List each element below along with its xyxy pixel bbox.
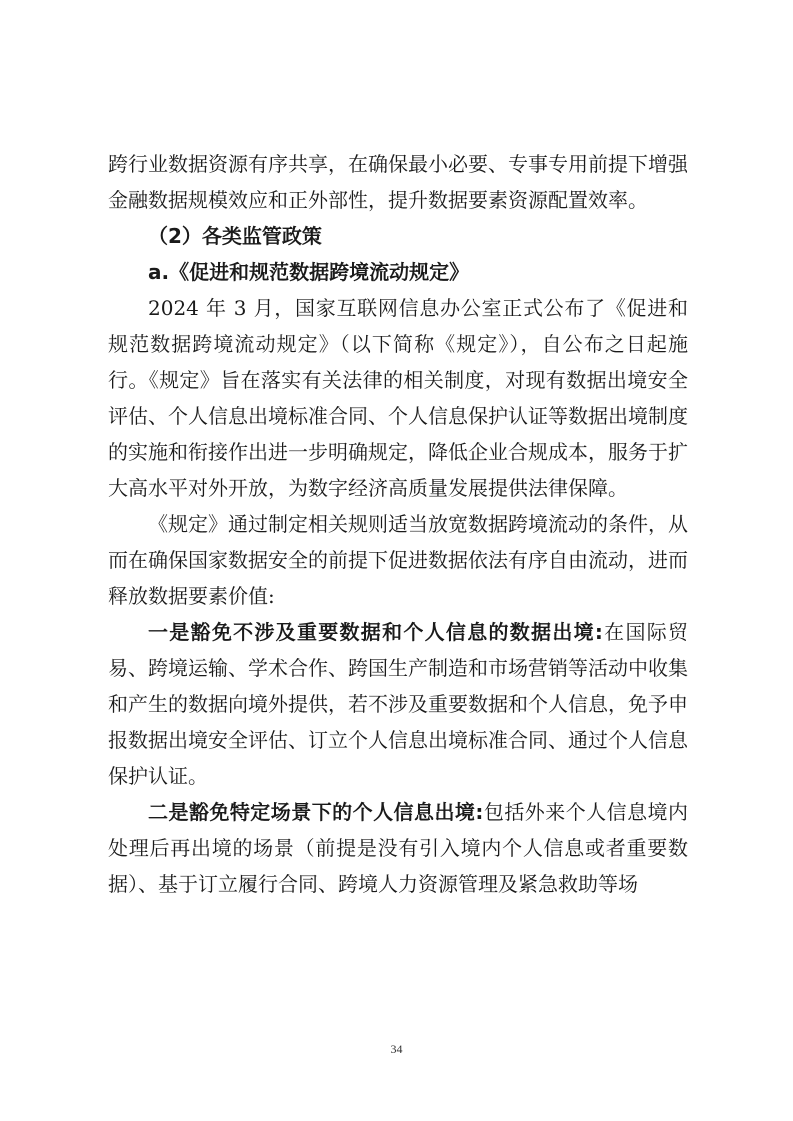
body-text bbox=[108, 146, 688, 902]
page-number: 34 bbox=[390, 1042, 403, 1056]
paragraph-regulation-intro: 2024 年 3 月，国家互联网信息办公室正式公布了《促进和规范数据跨境流动规定》（以下简称《规定》），自公布之日起施行。《规定》旨在落实有关法律的相关制度，对现有数据出境安全评估、个人信息出境标准合同、个人信息保护认证等数据出境制度的实施和衔接作出进一步明确规定，降低企业合规成本，服务于扩大高水平对外开放，为数字经济高质量发展提供法律保障。 bbox=[108, 296, 688, 500]
paragraph-regulation-purpose: 《规定》通过制定相关规则适当放宽数据跨境流动的条件，从而在确保国家数据安全的前提下促进数据依法有序自由流动，进而释放数据要素价值: bbox=[108, 512, 688, 608]
exemption-one-text: 在国际贸易、跨境运输、学术合作、跨国生产制造和市场营销等活动中收集和产生的数据向境外提供，若不涉及重要数据和个人信息，免予申报数据出境安全评估、订立个人信息出境标准合同、通过个人信息保护认证。 bbox=[108, 620, 689, 788]
exemption-two-text: 包括外来个人信息境内处理后再出境的场景（前提是没有引入境内个人信息或者重要数据）、基于订立履行合同、跨境人力资源管理及紧急救助等场 bbox=[108, 800, 689, 896]
paragraph-exemption-one bbox=[108, 614, 688, 794]
section-heading: （2）各类监管政策 bbox=[148, 224, 322, 248]
exemption-two-title: 二是豁免特定场景下的个人信息出境: bbox=[148, 800, 484, 824]
paragraph-exemption-two bbox=[108, 794, 688, 902]
subsection-heading: a.《促进和规范数据跨境流动规定》 bbox=[148, 260, 470, 284]
exemption-one-title: 一是豁免不涉及重要数据和个人信息的数据出境: bbox=[148, 620, 603, 644]
paragraph-continuation: 跨行业数据资源有序共享，在确保最小必要、专事专用前提下增强金融数据规模效应和正外部性，提升数据要素资源配置效率。 bbox=[108, 152, 688, 212]
